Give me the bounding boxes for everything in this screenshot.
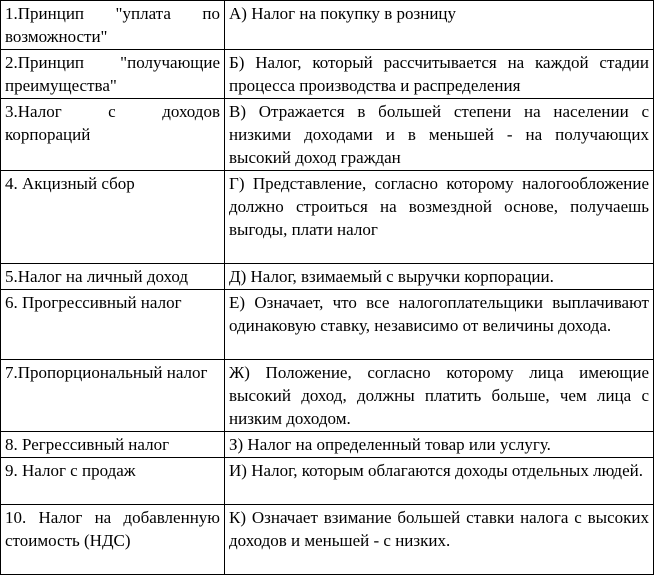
- term-cell: 5.Налог на личный доход: [1, 264, 225, 290]
- table-row: [1, 99, 654, 171]
- term-cell: 6. Прогрессивный налог: [1, 290, 225, 360]
- table-row: [1, 264, 654, 290]
- definition-cell: В) Отражается в большей степени на населении с низкими доходами и в меньшей - на получающих высокий доход граждан: [225, 99, 654, 171]
- term-cell: 9. Налог с продаж: [1, 458, 225, 505]
- definition-cell: К) Означает взимание большей ставки налога с высоких доходов и меньшей - с низких.: [225, 505, 654, 575]
- table-row: [1, 505, 654, 575]
- table-row: [1, 360, 654, 432]
- table-row: [1, 290, 654, 360]
- table-row: [1, 171, 654, 264]
- term-cell: 3.Налог с доходов корпораций: [1, 99, 225, 171]
- term-cell: 8. Регрессивный налог: [1, 432, 225, 458]
- term-cell: 2.Принцип "получающие преимущества": [1, 50, 225, 99]
- definition-cell: Ж) Положение, согласно которому лица имеющие высокий доход, должны платить больше, чем лица с низким доходом.: [225, 360, 654, 432]
- term-cell: 4. Акцизный сбор: [1, 171, 225, 264]
- table-row: [1, 1, 654, 50]
- term-cell: 7.Пропорциональный налог: [1, 360, 225, 432]
- table-row: [1, 458, 654, 505]
- definition-cell: Е) Означает, что все налогоплательщики выплачивают одинаковую ставку, независимо от величины дохода.: [225, 290, 654, 360]
- definition-cell: З) Налог на определенный товар или услугу.: [225, 432, 654, 458]
- definition-cell: Б) Налог, который рассчитывается на каждой стадии процесса производства и распределения: [225, 50, 654, 99]
- term-cell: 1.Принцип "уплата по возможности": [1, 1, 225, 50]
- table-row: [1, 432, 654, 458]
- table-row: [1, 50, 654, 99]
- definition-cell: Г) Представление, согласно которому налогообложение должно строиться на возмездной основе, получаешь выгоды, плати налог: [225, 171, 654, 264]
- term-cell: 10. Налог на добавленную стоимость (НДС): [1, 505, 225, 575]
- definition-cell: А) Налог на покупку в розницу: [225, 1, 654, 50]
- definition-cell: И) Налог, которым облагаются доходы отдельных людей.: [225, 458, 654, 505]
- definition-cell: Д) Налог, взимаемый с выручки корпорации.: [225, 264, 654, 290]
